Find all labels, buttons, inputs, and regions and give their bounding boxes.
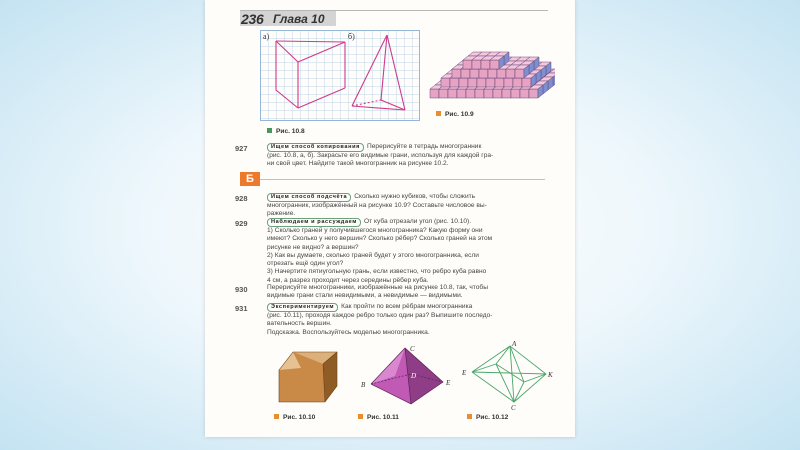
task-931-tag: Экспериментируем (267, 303, 338, 312)
caption-marker (436, 111, 441, 116)
task-929-text: Наблюдаем и рассуждаем От куба отрезали угол (рис. 10.10). 1) Сколько граней у получившегося многогранника? Какую форму они имеют? Сколько у него вершин? Сколько рёбер? Сколько граней на этом рисунке не видно? а вершин? 2) Как вы думаете, сколько граней будет у этого многогранника, если отрезать ещё один угол? 3) Начертите пятиугольную грань, если известно, что ребро куба равно 4 см, а разрез проходит через середины рёбер куба. (267, 218, 493, 284)
fig-10-8-b-label: б) (348, 32, 355, 41)
task-931-text: Экспериментируем Как пройти по всем рёбрам многогранника (рис. 10.11), проходя каждое ребро только один раз? Выпишите последо- вательность вершин. Подсказка. Воспользуйтесь моделью многогранника. (267, 303, 493, 336)
task-928-number: 928 (235, 194, 248, 203)
task-929-tag: Наблюдаем и рассуждаем (267, 218, 361, 227)
vertex-b: B (361, 381, 366, 389)
figure-10-8 (260, 30, 420, 121)
chapter-title: Глава 10 (273, 12, 325, 26)
fig-10-12-caption: Рис. 10.12 (467, 414, 508, 421)
fig-10-9-caption: Рис. 10.9 (436, 111, 474, 118)
figure-10-10 (273, 346, 353, 410)
task-930-number: 930 (235, 285, 248, 294)
page-number: 236 (241, 11, 264, 27)
caption-marker (274, 414, 279, 419)
task-927-tag: Ищем способ копирования (267, 143, 364, 152)
figure-10-11 (355, 344, 455, 410)
task-927-text: Ищем способ копирования Перерисуйте в тетрадь многогранник (рис. 10.8, а, б). Закрасьте его видимые грани, используя для каждой гра- ни свой цвет. Найдите такой многогранник на рисунке 10.2. (267, 143, 494, 168)
caption-marker (267, 128, 272, 133)
task-931-number: 931 (235, 304, 248, 313)
vertex-a: A (512, 340, 517, 348)
fig-10-8-caption: Рис. 10.8 (267, 128, 305, 135)
task-928-text: Ищем способ подсчёта Сколько нужно кубиков, чтобы сложить многогранник, изображённый на рисунке 10.9? Составьте числовое вы- ражение. (267, 193, 487, 218)
figure-10-12 (460, 340, 555, 410)
vertex-e: E (446, 379, 451, 387)
textbook-page (205, 0, 575, 437)
caption-marker (358, 414, 363, 419)
task-927-number: 927 (235, 144, 248, 153)
vertex-k: K (548, 371, 553, 379)
section-b-rule (260, 179, 545, 180)
fig-10-11-caption: Рис. 10.11 (358, 414, 399, 421)
task-929-number: 929 (235, 219, 248, 228)
fig-10-8-a-label: а) (263, 32, 270, 41)
figure-10-9 (428, 39, 555, 101)
fig-10-10-caption: Рис. 10.10 (274, 414, 315, 421)
caption-marker (467, 414, 472, 419)
vertex-e: E (462, 369, 467, 377)
task-928-tag: Ищем способ подсчёта (267, 193, 351, 202)
vertex-c: C (410, 345, 415, 353)
vertex-d: D (411, 372, 417, 380)
vertex-c: C (511, 404, 516, 410)
task-930-text: Перерисуйте многогранники, изображённые на рисунке 10.8, так, чтобы видимые грани стали невидимыми, а невидимые — видимыми. (267, 284, 488, 300)
section-b-marker: Б (240, 172, 260, 186)
